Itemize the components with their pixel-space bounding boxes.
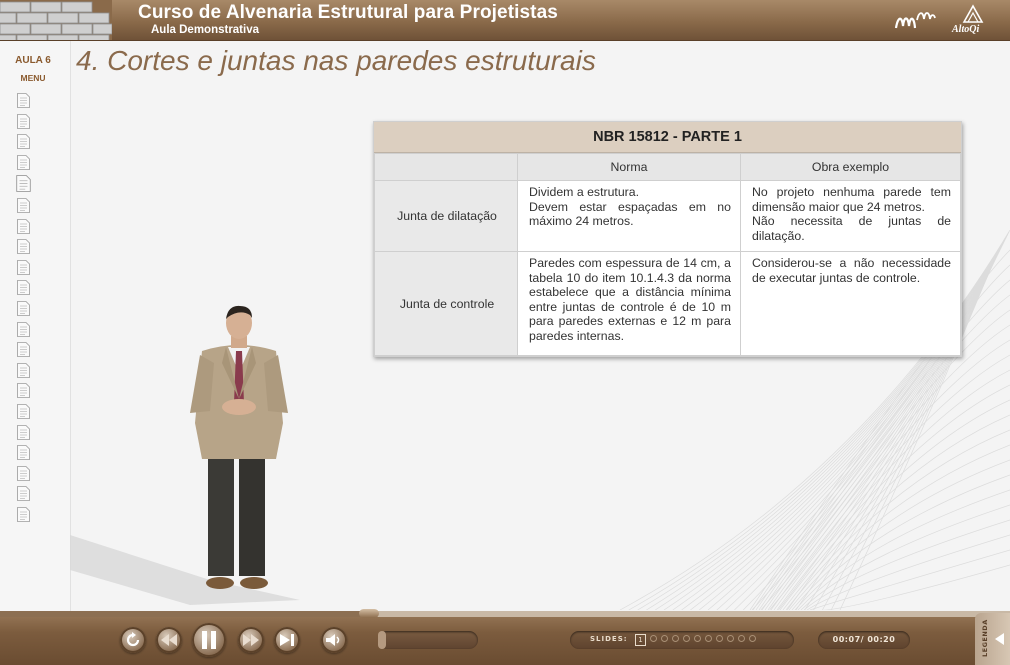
legend-label: LEGENDA xyxy=(981,619,989,657)
slide-dot[interactable] xyxy=(694,635,701,642)
slide-dot[interactable] xyxy=(672,635,679,642)
slide-page-icon[interactable] xyxy=(17,260,30,275)
slide-list xyxy=(17,93,31,527)
fast-forward-icon xyxy=(243,634,259,646)
slide-dot[interactable] xyxy=(716,635,723,642)
norma-cell: Dividem a estrutura. Devem estar espaçadas em no máximo 24 metros. xyxy=(518,181,741,252)
slide-page-icon[interactable] xyxy=(17,280,30,295)
slide-page-icon[interactable] xyxy=(17,383,30,398)
slide-dot[interactable] xyxy=(738,635,745,642)
table-header-cell: Norma xyxy=(518,154,741,181)
progress-fill xyxy=(0,611,369,617)
replay-icon xyxy=(125,632,141,648)
slide-page-icon[interactable] xyxy=(17,486,30,501)
page-title: 4. Cortes e juntas nas paredes estruturais xyxy=(76,45,596,76)
slide-page-icon[interactable] xyxy=(17,404,30,419)
legend-arrow-icon xyxy=(995,633,1005,645)
side-menu xyxy=(0,41,71,611)
presenter-avatar xyxy=(184,303,294,595)
comparison-table xyxy=(374,153,961,356)
obra-cell: No projeto nenhuma parede tem dimensão maior que 24 metros. Não necessita de juntas de dilatação. xyxy=(741,181,961,252)
course-subtitle: Aula Demonstrativa xyxy=(151,24,260,36)
slides-label: SLIDES: xyxy=(590,635,628,643)
slide-page-icon[interactable] xyxy=(17,198,30,213)
brick-wall-logo xyxy=(0,0,112,40)
slide-dot[interactable] xyxy=(705,635,712,642)
course-title: Curso de Alvenaria Estrutural para Projetistas xyxy=(138,2,558,23)
slide-page-icon[interactable] xyxy=(17,134,30,149)
slide-page-icon[interactable] xyxy=(17,322,30,337)
time-display: 00:07/ 00:20 xyxy=(818,631,910,649)
mm-logo-icon xyxy=(893,6,939,36)
slide-page-icon[interactable] xyxy=(17,301,30,316)
table-header-cell: Obra exemplo xyxy=(741,154,961,181)
replay-button[interactable] xyxy=(120,627,146,653)
table-header-row xyxy=(375,154,961,181)
pause-icon xyxy=(201,631,217,649)
volume-knob[interactable] xyxy=(378,631,386,649)
current-slide-number[interactable]: 1 xyxy=(635,634,646,646)
rewind-button[interactable] xyxy=(156,627,182,653)
slide-page-icon[interactable] xyxy=(17,93,30,108)
slide-dot[interactable] xyxy=(650,635,657,642)
slide-dot[interactable] xyxy=(661,635,668,642)
next-slide-button[interactable] xyxy=(274,627,300,653)
row-label: Junta de dilatação xyxy=(375,181,518,252)
table-row xyxy=(375,252,961,356)
aula-label: AULA 6 xyxy=(15,55,51,66)
slide-page-icon[interactable] xyxy=(17,466,30,481)
altoqi-logo-text: AltoQi xyxy=(952,24,980,35)
player-bar xyxy=(0,611,1010,665)
progress-track[interactable] xyxy=(0,611,1010,617)
volume-button[interactable] xyxy=(321,627,347,653)
slide-page-icon[interactable] xyxy=(17,507,30,522)
slide-page-icon[interactable] xyxy=(17,114,30,129)
table-header-cell xyxy=(375,154,518,181)
slide-page-icon[interactable] xyxy=(17,219,30,234)
table-row xyxy=(375,181,961,252)
slide-page-icon[interactable] xyxy=(17,342,30,357)
slide-page-icon[interactable] xyxy=(17,239,30,254)
slide-dots xyxy=(650,635,756,642)
obra-cell: Considerou-se a não necessidade de executar juntas de controle. xyxy=(741,252,961,356)
progress-knob[interactable] xyxy=(359,609,379,618)
nbr-table xyxy=(373,121,962,357)
slide-page-icon[interactable] xyxy=(17,363,30,378)
fast-forward-button[interactable] xyxy=(238,627,264,653)
norma-cell: Paredes com espessura de 14 cm, a tabela 10 do item 10.1.4.3 da norma estabelece que a distância mínima entre juntas de controle é de 10 m para paredes externas e 12 m para paredes internas. xyxy=(518,252,741,356)
skip-next-icon xyxy=(279,634,295,646)
volume-slider[interactable] xyxy=(378,631,478,649)
table-title: NBR 15812 - PARTE 1 xyxy=(374,122,961,153)
legend-tab[interactable] xyxy=(975,613,1010,665)
slide-dot[interactable] xyxy=(749,635,756,642)
slide-dot[interactable] xyxy=(683,635,690,642)
slide-page-icon[interactable] xyxy=(17,445,30,460)
speaker-icon xyxy=(326,634,342,646)
slide-page-icon[interactable] xyxy=(16,175,31,192)
top-header xyxy=(0,0,1010,41)
row-label: Junta de controle xyxy=(375,252,518,356)
slides-navigator xyxy=(570,631,794,649)
pause-button[interactable] xyxy=(192,623,226,657)
menu-label[interactable]: MENU xyxy=(20,73,46,83)
rewind-icon xyxy=(161,634,177,646)
slide-page-icon[interactable] xyxy=(17,155,30,170)
slide-dot[interactable] xyxy=(727,635,734,642)
slide-page-icon[interactable] xyxy=(17,425,30,440)
